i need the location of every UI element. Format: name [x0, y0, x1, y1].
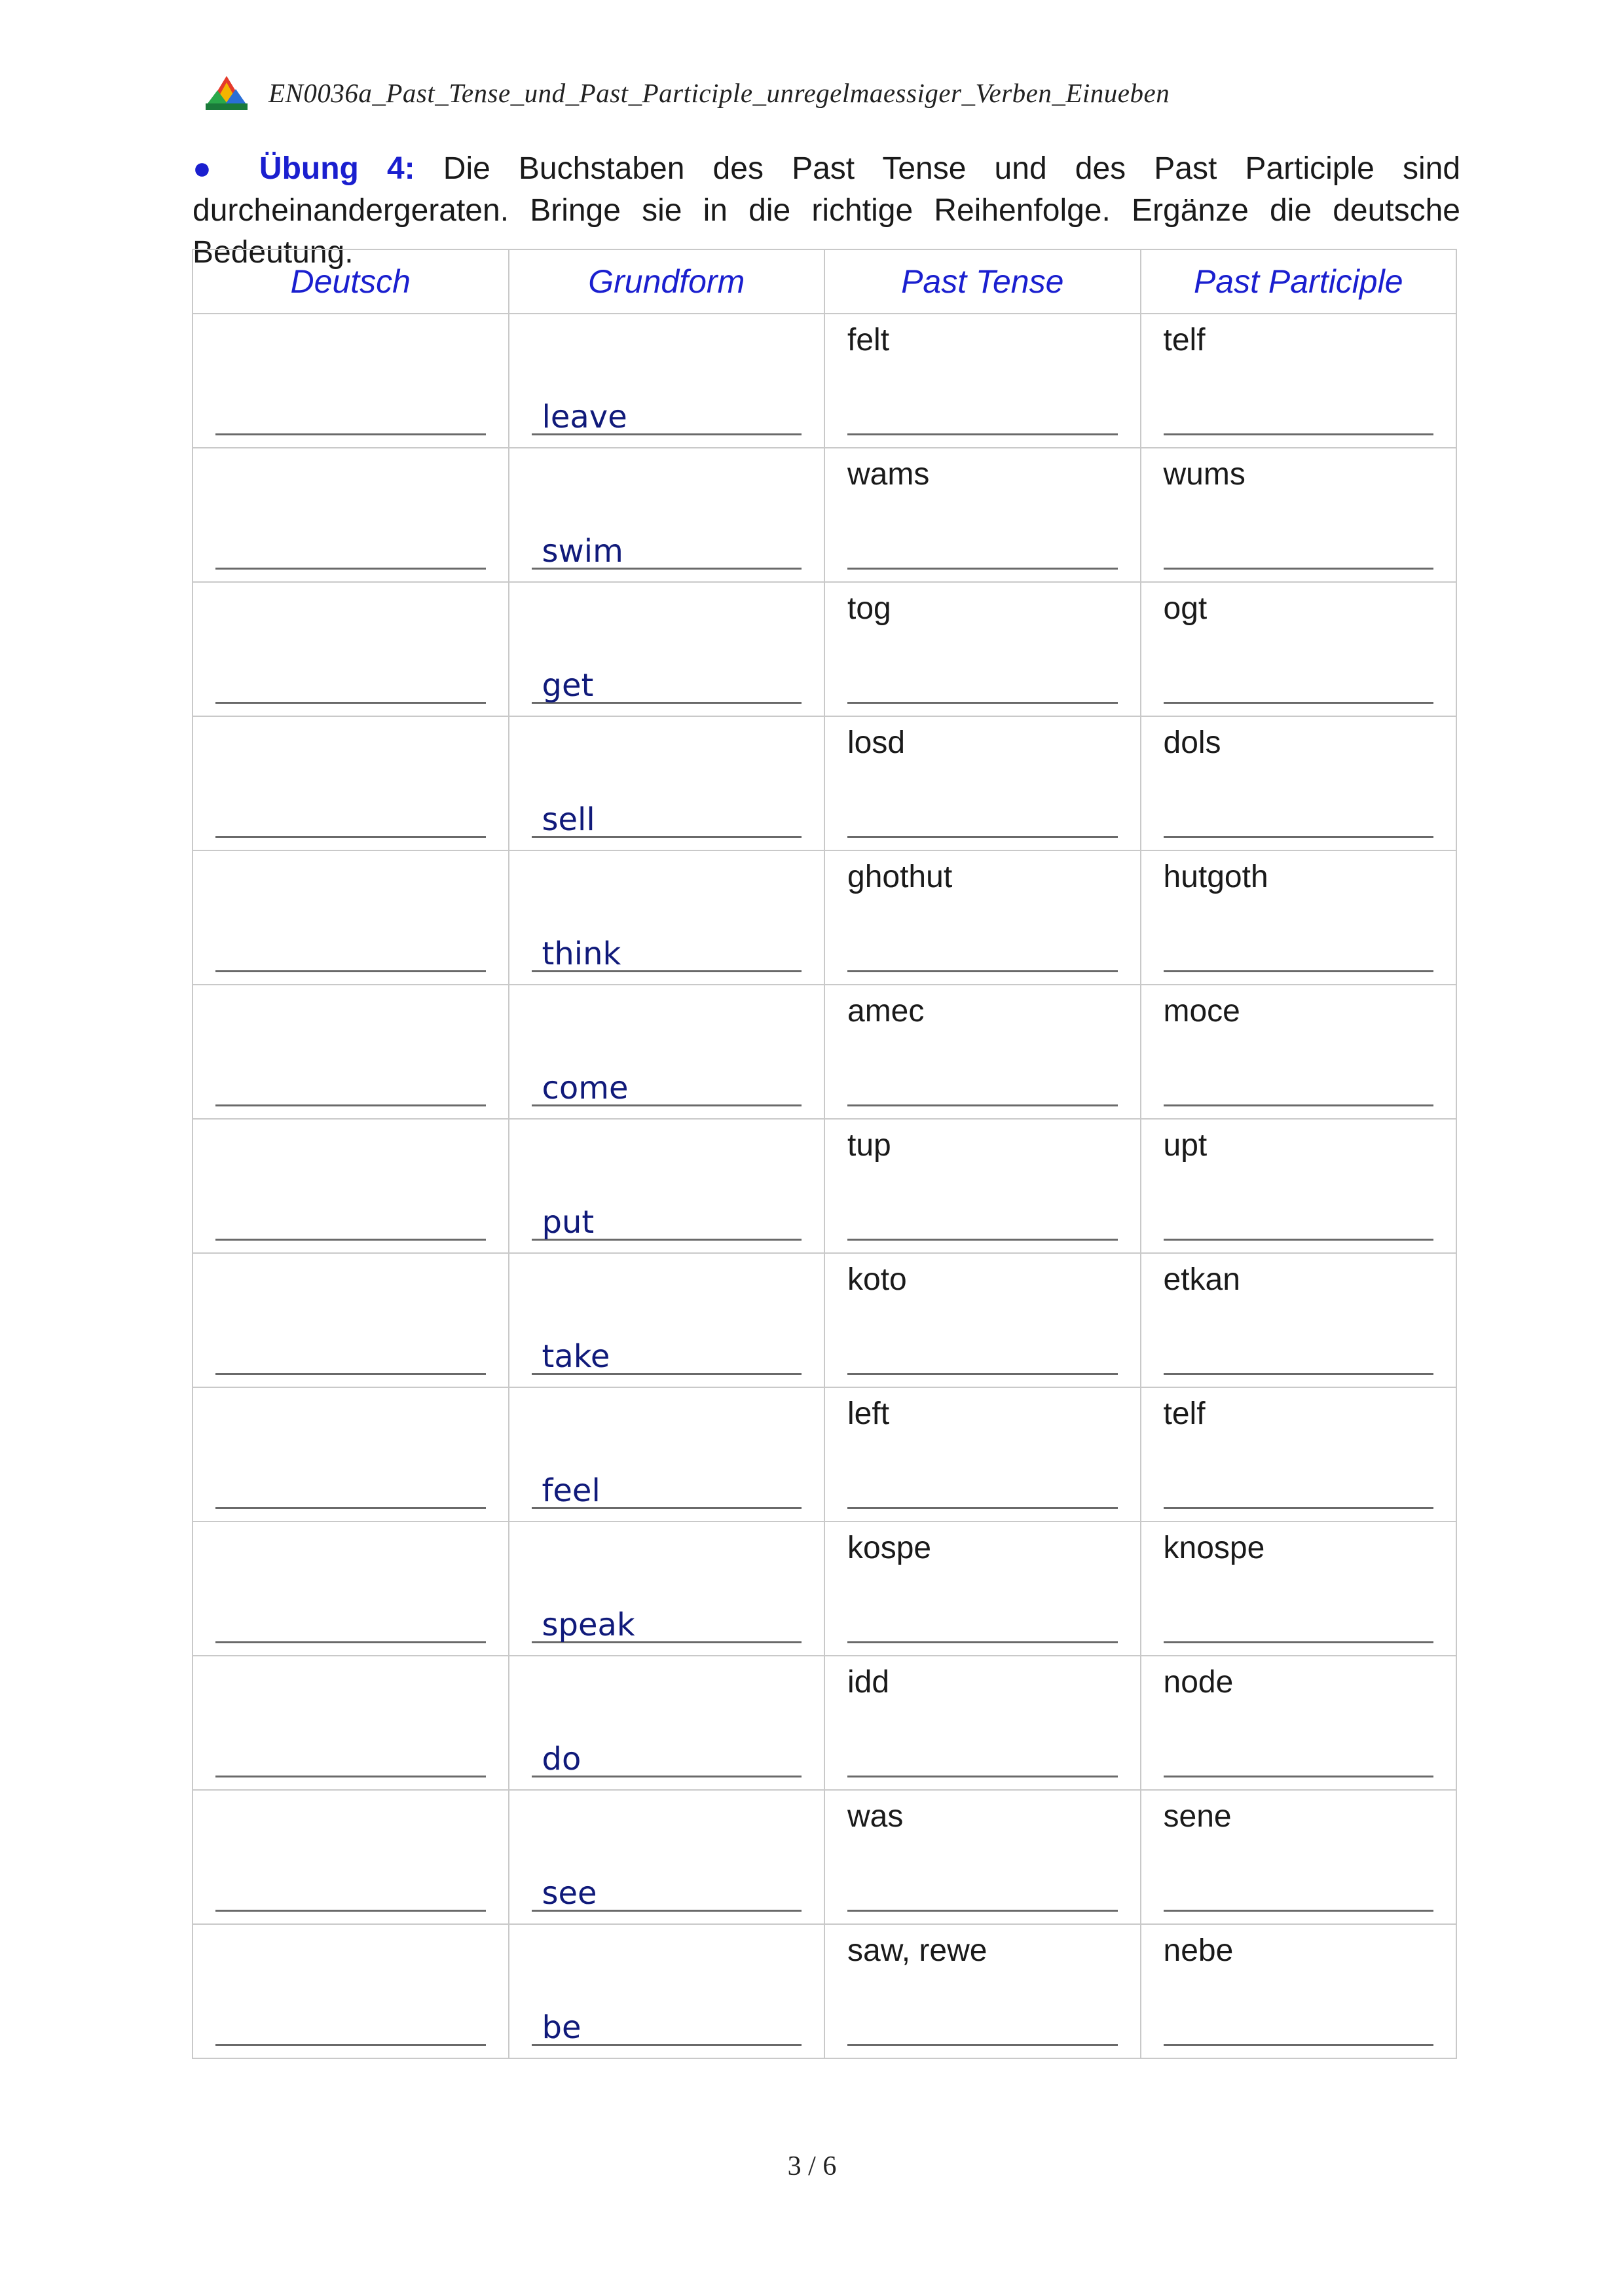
table-row — [193, 1924, 1456, 2058]
scrambled-past-participle: upt — [1163, 1128, 1208, 1163]
scrambled-past-participle: sene — [1163, 1799, 1232, 1834]
past-participle-cell — [1141, 716, 1457, 850]
grundform-cell — [509, 850, 825, 985]
deutsch-answer-line[interactable] — [215, 1776, 486, 1777]
deutsch-answer-line[interactable] — [215, 433, 486, 435]
verb-worksheet-table — [192, 249, 1457, 2059]
grundform-word: see — [542, 1875, 597, 1912]
table-row — [193, 985, 1456, 1119]
deutsch-cell — [193, 582, 509, 716]
table-row — [193, 448, 1456, 582]
deutsch-answer-line[interactable] — [215, 970, 486, 972]
past-participle-answer-line[interactable] — [1164, 970, 1434, 972]
deutsch-cell — [193, 985, 509, 1119]
past-participle-cell — [1141, 1387, 1457, 1522]
past-participle-cell — [1141, 1924, 1457, 2058]
deutsch-cell — [193, 448, 509, 582]
past-participle-cell — [1141, 1522, 1457, 1656]
table-row — [193, 1253, 1456, 1387]
grundform-cell — [509, 716, 825, 850]
past-participle-cell — [1141, 582, 1457, 716]
past-participle-cell — [1141, 1253, 1457, 1387]
past-tense-answer-line[interactable] — [847, 2044, 1118, 2046]
past-tense-answer-line[interactable] — [847, 1239, 1118, 1241]
past-tense-cell — [824, 314, 1141, 448]
scrambled-past-participle: telf — [1163, 323, 1206, 357]
deutsch-answer-line[interactable] — [215, 1641, 486, 1643]
deutsch-answer-line[interactable] — [215, 1910, 486, 1912]
grundform-word: speak — [542, 1607, 635, 1643]
deutsch-answer-line[interactable] — [215, 1239, 486, 1241]
table-row — [193, 1119, 1456, 1253]
past-tense-answer-line[interactable] — [847, 568, 1118, 570]
grundform-word: be — [542, 2009, 581, 2046]
grundform-cell — [509, 1253, 825, 1387]
grundform-word: do — [542, 1741, 581, 1777]
page-number: 3 / 6 — [787, 2151, 837, 2181]
scrambled-past-tense: felt — [847, 323, 890, 357]
table-row — [193, 1387, 1456, 1522]
colored-mountain-logo-icon — [203, 75, 250, 111]
exercise-text: Die Buchstaben des Past Tense und des Past Participle sind durcheinandergeraten. Bringe sie in die richtige Reihenfolge. Ergänze die deutsche Bedeutung. — [193, 151, 1461, 270]
scrambled-past-participle: hutgoth — [1163, 860, 1268, 894]
deutsch-cell — [193, 1253, 509, 1387]
column-header-past-tense: Past Tense — [824, 249, 1141, 314]
past-participle-cell — [1141, 448, 1457, 582]
table-row — [193, 1522, 1456, 1656]
scrambled-past-tense: ghothut — [847, 860, 953, 894]
past-tense-answer-line[interactable] — [847, 836, 1118, 838]
past-participle-answer-line[interactable] — [1164, 1776, 1434, 1777]
past-participle-cell — [1141, 1790, 1457, 1924]
past-tense-answer-line[interactable] — [847, 1373, 1118, 1375]
past-tense-answer-line[interactable] — [847, 433, 1118, 435]
grundform-word: come — [542, 1070, 629, 1106]
deutsch-answer-line[interactable] — [215, 568, 486, 570]
past-tense-cell — [824, 985, 1141, 1119]
table-row — [193, 850, 1456, 985]
scrambled-past-tense: kospe — [847, 1531, 932, 1565]
past-participle-answer-line[interactable] — [1164, 1507, 1434, 1509]
past-tense-cell — [824, 448, 1141, 582]
scrambled-past-tense: wams — [847, 457, 930, 492]
past-participle-answer-line[interactable] — [1164, 2044, 1434, 2046]
scrambled-past-participle: nebe — [1163, 1933, 1234, 1968]
deutsch-cell — [193, 1119, 509, 1253]
grundform-word: feel — [542, 1472, 600, 1509]
column-header-past-participle: Past Participle — [1141, 249, 1457, 314]
past-tense-cell — [824, 850, 1141, 985]
deutsch-cell — [193, 1387, 509, 1522]
scrambled-past-participle: knospe — [1163, 1531, 1265, 1565]
table-row — [193, 1790, 1456, 1924]
table-row — [193, 582, 1456, 716]
table-row — [193, 314, 1456, 448]
column-header-deutsch: Deutsch — [193, 249, 509, 314]
past-tense-answer-line[interactable] — [847, 1641, 1118, 1643]
scrambled-past-tense: idd — [847, 1665, 890, 1700]
scrambled-past-participle: telf — [1163, 1396, 1206, 1431]
grundform-word: leave — [542, 399, 627, 435]
past-tense-answer-line[interactable] — [847, 702, 1118, 704]
past-participle-answer-line[interactable] — [1164, 568, 1434, 570]
document-header — [203, 73, 1170, 113]
scrambled-past-tense: tup — [847, 1128, 891, 1163]
grundform-word: take — [542, 1338, 610, 1375]
table-row — [193, 716, 1456, 850]
document-filename: EN0036a_Past_Tense_und_Past_Participle_unregelmaessiger_Verben_Einueben — [268, 78, 1170, 108]
grundform-cell — [509, 1790, 825, 1924]
deutsch-answer-line[interactable] — [215, 1104, 486, 1106]
deutsch-cell — [193, 1790, 509, 1924]
past-tense-answer-line[interactable] — [847, 1910, 1118, 1912]
past-participle-cell — [1141, 1119, 1457, 1253]
past-participle-answer-line[interactable] — [1164, 1910, 1434, 1912]
past-tense-cell — [824, 1656, 1141, 1790]
scrambled-past-tense: losd — [847, 725, 906, 760]
grundform-word: swim — [542, 533, 623, 570]
past-participle-answer-line[interactable] — [1164, 1641, 1434, 1643]
bullet: ● — [193, 151, 231, 186]
past-tense-cell — [824, 1253, 1141, 1387]
deutsch-cell — [193, 1924, 509, 2058]
past-participle-answer-line[interactable] — [1164, 1373, 1434, 1375]
grundform-word: think — [542, 936, 621, 972]
deutsch-cell — [193, 1656, 509, 1790]
past-participle-cell — [1141, 1656, 1457, 1790]
past-tense-cell — [824, 1790, 1141, 1924]
past-tense-cell — [824, 1522, 1141, 1656]
deutsch-answer-line[interactable] — [215, 1373, 486, 1375]
scrambled-past-participle: wums — [1163, 457, 1246, 492]
past-tense-answer-line[interactable] — [847, 970, 1118, 972]
scrambled-past-tense: left — [847, 1396, 890, 1431]
column-header-grundform: Grundform — [509, 249, 825, 314]
past-tense-cell — [824, 582, 1141, 716]
grundform-cell — [509, 1387, 825, 1522]
past-participle-answer-line[interactable] — [1164, 433, 1434, 435]
deutsch-cell — [193, 314, 509, 448]
past-tense-answer-line[interactable] — [847, 1104, 1118, 1106]
exercise-label: Übung 4: — [259, 151, 415, 186]
scrambled-past-participle: ogt — [1163, 591, 1208, 626]
deutsch-cell — [193, 1522, 509, 1656]
past-tense-cell — [824, 1387, 1141, 1522]
past-participle-answer-line[interactable] — [1164, 702, 1434, 704]
table-header-row — [193, 249, 1456, 314]
deutsch-answer-line[interactable] — [215, 836, 486, 838]
grundform-cell — [509, 1924, 825, 2058]
past-participle-cell — [1141, 850, 1457, 985]
scrambled-past-tense: koto — [847, 1262, 907, 1297]
grundform-word: sell — [542, 801, 595, 838]
deutsch-answer-line[interactable] — [215, 1507, 486, 1509]
past-participle-answer-line[interactable] — [1164, 1104, 1434, 1106]
grundform-cell — [509, 582, 825, 716]
scrambled-past-participle: node — [1163, 1665, 1234, 1700]
grundform-cell — [509, 985, 825, 1119]
grundform-word: get — [542, 667, 594, 704]
past-tense-cell — [824, 1924, 1141, 2058]
past-tense-answer-line[interactable] — [847, 1507, 1118, 1509]
grundform-cell — [509, 448, 825, 582]
scrambled-past-tense: amec — [847, 994, 925, 1029]
past-tense-answer-line[interactable] — [847, 1776, 1118, 1777]
scrambled-past-tense: was — [847, 1799, 904, 1834]
scrambled-past-participle: etkan — [1163, 1262, 1240, 1297]
past-participle-answer-line[interactable] — [1164, 836, 1434, 838]
table-row — [193, 1656, 1456, 1790]
grundform-cell — [509, 1119, 825, 1253]
past-tense-cell — [824, 716, 1141, 850]
scrambled-past-participle: moce — [1163, 994, 1240, 1029]
deutsch-cell — [193, 716, 509, 850]
past-tense-cell — [824, 1119, 1141, 1253]
scrambled-past-participle: dols — [1163, 725, 1221, 760]
deutsch-answer-line[interactable] — [215, 702, 486, 704]
past-participle-answer-line[interactable] — [1164, 1239, 1434, 1241]
scrambled-past-tense: saw, rewe — [847, 1933, 987, 1968]
past-participle-cell — [1141, 985, 1457, 1119]
grundform-cell — [509, 1656, 825, 1790]
grundform-word: put — [542, 1204, 595, 1241]
past-participle-cell — [1141, 314, 1457, 448]
deutsch-cell — [193, 850, 509, 985]
scrambled-past-tense: tog — [847, 591, 891, 626]
grundform-cell — [509, 1522, 825, 1656]
grundform-cell — [509, 314, 825, 448]
deutsch-answer-line[interactable] — [215, 2044, 486, 2046]
